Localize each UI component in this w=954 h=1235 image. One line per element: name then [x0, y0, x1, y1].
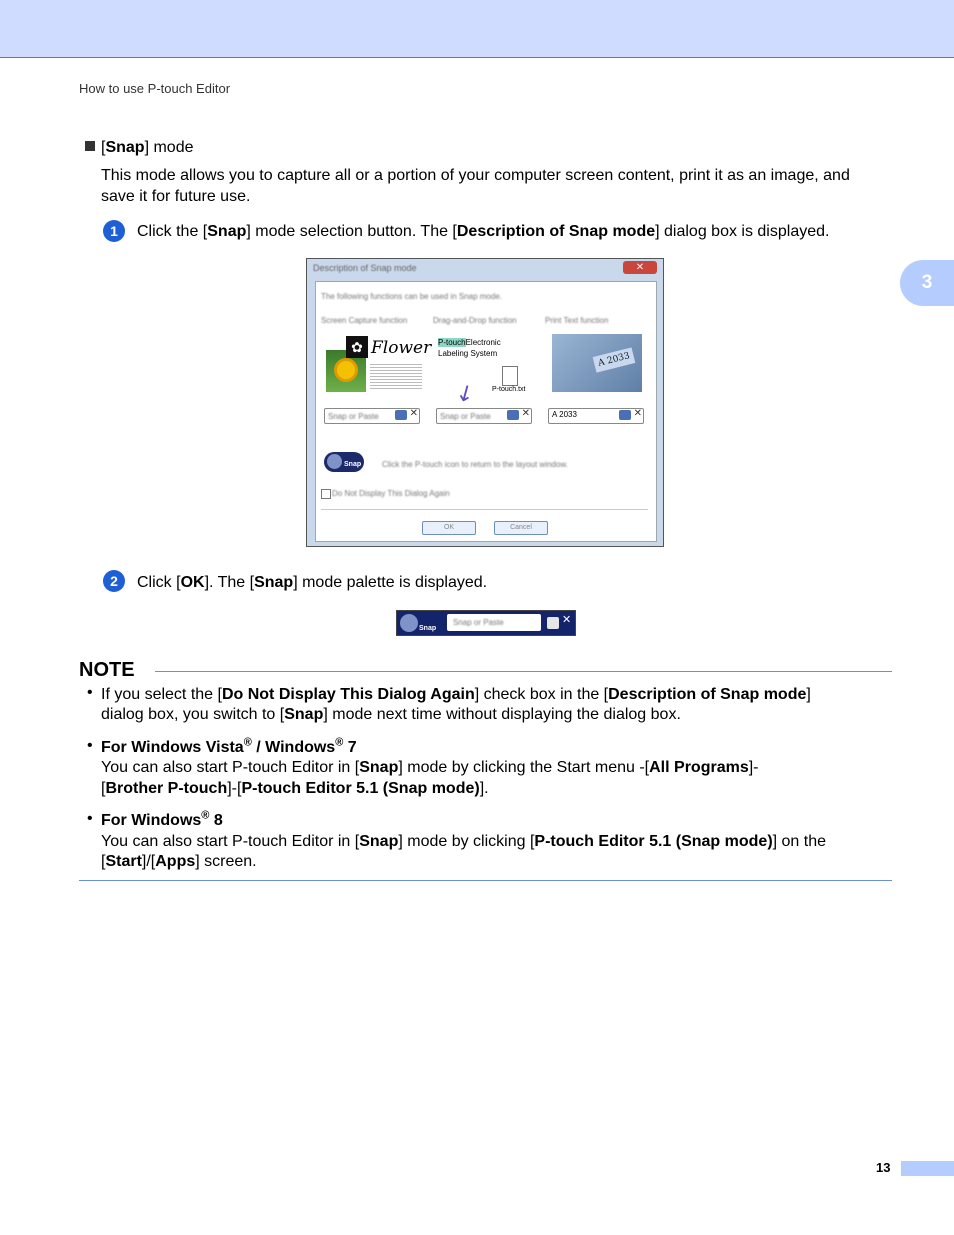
note-item-3-line-2: [Start]/[Apps] screen. — [101, 853, 257, 870]
note-item-1-line-2: dialog box, you switch to [Snap] mode next time without displaying the dialog box. — [101, 706, 681, 723]
capture-icon — [507, 410, 519, 420]
intro-line-1: This mode allows you to capture all or a portion of your computer screen content, print it as an image, and — [101, 167, 850, 184]
ptouch-text: P-touchElectronic — [438, 338, 501, 347]
dialog-divider — [321, 509, 648, 510]
dialog-close-button[interactable]: ✕ — [623, 261, 657, 274]
note-item-3-heading: For Windows® 8 — [101, 809, 223, 829]
col-screen-capture: Screen Capture function — [321, 316, 408, 325]
checkbox-label: Do Not Display This Dialog Again — [332, 489, 450, 498]
step-1-text: Click the [Snap] mode selection button. The [Description of Snap mode] dialog box is displayed. — [137, 223, 830, 240]
section-title: [Snap] mode — [85, 137, 194, 158]
snap-field-1[interactable]: Snap or Paste ✕ — [324, 408, 420, 424]
dialog-intro: The following functions can be used in Snap mode. — [321, 292, 503, 301]
snap-field-2[interactable]: Snap or Paste ✕ — [436, 408, 532, 424]
note-bullet-2: • — [87, 737, 93, 754]
capture-icon — [619, 410, 631, 420]
square-bullet-icon — [85, 141, 95, 151]
drag-arrow-icon: ↙ — [450, 377, 480, 409]
flower-text-lines — [370, 362, 422, 390]
cancel-button[interactable]: Cancel — [494, 521, 548, 535]
note-item-2-line-2: [Brother P-touch]-[P-touch Editor 5.1 (Snap mode)]. — [101, 780, 489, 797]
col-drag-drop: Drag-and-Drop function — [433, 316, 517, 325]
do-not-display-checkbox[interactable] — [321, 489, 331, 499]
file-name: P-touch.txt — [492, 386, 526, 393]
note-item-3-line-1: You can also start P-touch Editor in [Snap] mode by clicking [P-touch Editor 5.1 (Snap mode)] on the — [101, 833, 827, 850]
snap-field-3[interactable]: A 2033 ✕ — [548, 408, 644, 424]
col-print-text: Print Text function — [545, 316, 609, 325]
note-item-2-heading: For Windows Vista® / Windows® 7 — [101, 736, 357, 756]
label-tape-image — [552, 334, 642, 392]
flower-logo-text: Flower — [371, 338, 432, 358]
note-rule-top — [155, 671, 892, 672]
capture-icon — [395, 410, 407, 420]
step-1-badge: 1 — [103, 220, 125, 242]
flower-logo-icon: ✿ — [346, 336, 368, 358]
page-number: 13 — [876, 1160, 891, 1175]
return-instruction: Click the P-touch icon to return to the layout window. — [382, 460, 568, 469]
note-rule-bottom — [79, 880, 892, 881]
labeling-text: Labeling System — [438, 349, 498, 358]
snap-palette-screenshot — [396, 610, 576, 636]
intro-line-2: save it for future use. — [101, 188, 251, 205]
note-heading: NOTE — [79, 659, 135, 681]
note-bullet-3: • — [87, 810, 93, 827]
ptouch-icon[interactable] — [400, 614, 418, 632]
note-item-2-line-1: You can also start P-touch Editor in [Snap] mode by clicking the Start menu -[All Programs]- — [101, 759, 759, 776]
step-2-text: Click [OK]. The [Snap] mode palette is displayed. — [137, 574, 488, 591]
note-bullet-1: • — [87, 684, 93, 701]
chapter-tab: 3 — [900, 260, 954, 306]
palette-snap-label: Snap — [419, 625, 437, 632]
running-head: How to use P-touch Editor — [79, 81, 231, 96]
note-item-1-line-1: If you select the [Do Not Display This Dialog Again] check box in the [Description of Snap mode] — [101, 686, 811, 703]
close-icon: ✕ — [521, 408, 530, 419]
capture-icon[interactable] — [547, 617, 559, 629]
label-tape-text: A 2033 — [593, 347, 636, 372]
page-number-bar — [901, 1161, 954, 1176]
palette-close-icon[interactable]: ✕ — [562, 614, 572, 626]
dialog-title: Description of Snap mode — [313, 263, 417, 273]
snap-palette-icon: Snap — [324, 452, 364, 472]
close-icon: ✕ — [633, 408, 642, 419]
header-band — [0, 0, 954, 58]
close-icon: ✕ — [409, 408, 418, 419]
ok-button[interactable]: OK — [422, 521, 476, 535]
palette-input[interactable]: Snap or Paste — [447, 614, 541, 631]
file-icon — [502, 366, 518, 386]
dialog-body — [315, 281, 657, 542]
snap-mode-dialog-screenshot — [306, 258, 664, 547]
step-2-badge: 2 — [103, 570, 125, 592]
